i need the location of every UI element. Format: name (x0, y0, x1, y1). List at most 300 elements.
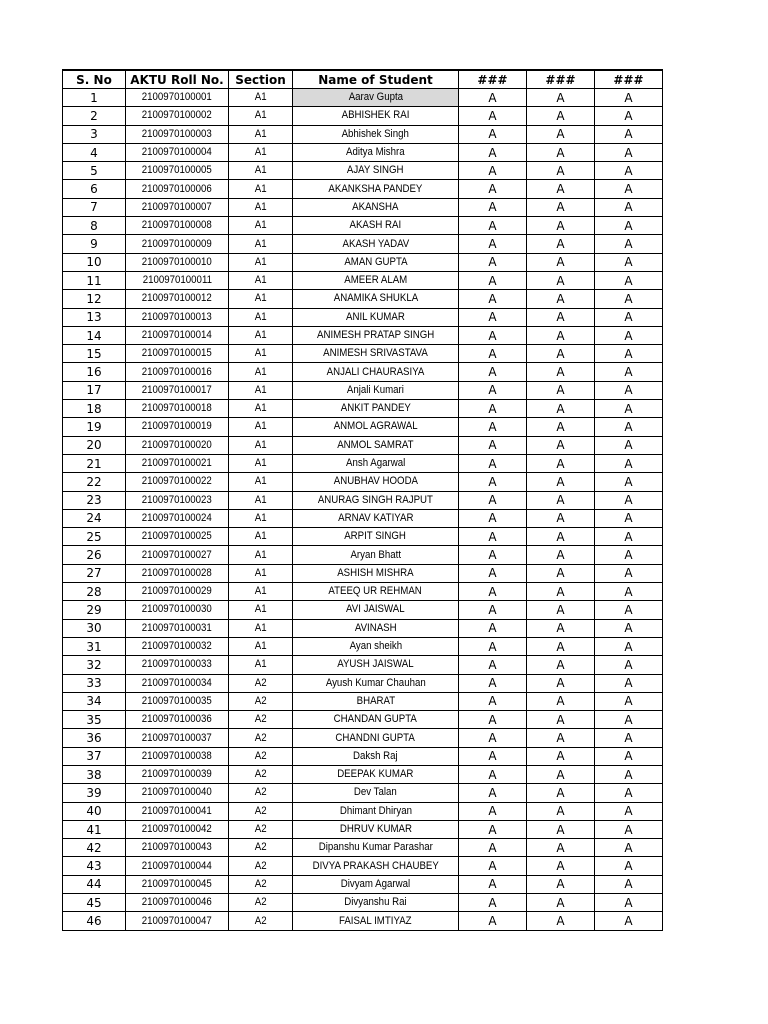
cell-attendance-3[interactable]: A (595, 454, 663, 472)
cell-attendance-3[interactable]: A (595, 601, 663, 619)
cell-section[interactable] (229, 674, 293, 692)
cell-sno[interactable]: 35 (63, 711, 126, 729)
cell-attendance-3[interactable]: A (595, 363, 663, 381)
cell-attendance-3[interactable]: A (595, 107, 663, 125)
cell-roll-no[interactable] (126, 839, 229, 857)
cell-attendance-1[interactable]: A (459, 381, 527, 399)
cell-section[interactable] (229, 217, 293, 235)
cell-attendance-1[interactable]: A (459, 162, 527, 180)
cell-section[interactable] (229, 802, 293, 820)
cell-attendance-2[interactable]: A (527, 473, 595, 491)
cell-attendance-1[interactable]: A (459, 107, 527, 125)
cell-roll-no[interactable] (126, 546, 229, 564)
cell-student-name[interactable] (293, 674, 459, 692)
cell-attendance-2[interactable]: A (527, 418, 595, 436)
cell-attendance-3[interactable]: A (595, 271, 663, 289)
cell-attendance-1[interactable]: A (459, 436, 527, 454)
cell-student-name[interactable] (293, 253, 459, 271)
cell-attendance-1[interactable]: A (459, 89, 527, 107)
cell-attendance-1[interactable]: A (459, 729, 527, 747)
cell-attendance-1[interactable]: A (459, 418, 527, 436)
cell-attendance-2[interactable]: A (527, 180, 595, 198)
cell-section[interactable] (229, 619, 293, 637)
cell-attendance-3[interactable]: A (595, 217, 663, 235)
cell-attendance-1[interactable]: A (459, 363, 527, 381)
cell-attendance-2[interactable]: A (527, 198, 595, 216)
cell-section[interactable] (229, 308, 293, 326)
cell-attendance-3[interactable]: A (595, 253, 663, 271)
cell-attendance-2[interactable]: A (527, 601, 595, 619)
cell-roll-no[interactable] (126, 692, 229, 710)
cell-attendance-3[interactable]: A (595, 912, 663, 930)
cell-roll-no[interactable] (126, 491, 229, 509)
cell-attendance-3[interactable]: A (595, 473, 663, 491)
cell-section[interactable] (229, 528, 293, 546)
cell-attendance-1[interactable]: A (459, 491, 527, 509)
cell-roll-no[interactable] (126, 802, 229, 820)
cell-attendance-2[interactable]: A (527, 637, 595, 655)
cell-section[interactable] (229, 235, 293, 253)
cell-attendance-2[interactable]: A (527, 875, 595, 893)
cell-section[interactable] (229, 89, 293, 107)
cell-sno[interactable]: 38 (63, 765, 126, 783)
cell-student-name[interactable] (293, 491, 459, 509)
cell-sno[interactable]: 9 (63, 235, 126, 253)
cell-sno[interactable]: 18 (63, 400, 126, 418)
cell-sno[interactable]: 28 (63, 583, 126, 601)
cell-attendance-2[interactable]: A (527, 619, 595, 637)
header-section[interactable]: Section (229, 70, 293, 89)
cell-section[interactable] (229, 509, 293, 527)
cell-sno[interactable]: 34 (63, 692, 126, 710)
cell-roll-no[interactable] (126, 857, 229, 875)
cell-attendance-1[interactable]: A (459, 875, 527, 893)
cell-student-name[interactable] (293, 180, 459, 198)
cell-section[interactable] (229, 253, 293, 271)
cell-section[interactable] (229, 711, 293, 729)
cell-student-name[interactable] (293, 656, 459, 674)
cell-section[interactable] (229, 381, 293, 399)
cell-attendance-3[interactable]: A (595, 839, 663, 857)
header-attendance-1[interactable]: ### (459, 70, 527, 89)
cell-sno[interactable]: 5 (63, 162, 126, 180)
cell-attendance-3[interactable]: A (595, 546, 663, 564)
cell-attendance-2[interactable]: A (527, 290, 595, 308)
cell-section[interactable] (229, 765, 293, 783)
cell-sno[interactable]: 16 (63, 363, 126, 381)
cell-roll-no[interactable] (126, 381, 229, 399)
cell-sno[interactable]: 27 (63, 564, 126, 582)
cell-attendance-2[interactable]: A (527, 656, 595, 674)
cell-attendance-2[interactable]: A (527, 857, 595, 875)
cell-roll-no[interactable] (126, 912, 229, 930)
cell-attendance-3[interactable]: A (595, 875, 663, 893)
cell-sno[interactable]: 32 (63, 656, 126, 674)
header-attendance-3[interactable]: ### (595, 70, 663, 89)
cell-roll-no[interactable] (126, 436, 229, 454)
cell-attendance-3[interactable]: A (595, 528, 663, 546)
cell-student-name[interactable] (293, 912, 459, 930)
cell-attendance-3[interactable]: A (595, 802, 663, 820)
cell-attendance-2[interactable]: A (527, 839, 595, 857)
cell-attendance-2[interactable]: A (527, 454, 595, 472)
cell-student-name[interactable] (293, 875, 459, 893)
cell-roll-no[interactable] (126, 107, 229, 125)
cell-student-name[interactable] (293, 235, 459, 253)
cell-section[interactable] (229, 473, 293, 491)
cell-attendance-1[interactable]: A (459, 546, 527, 564)
cell-attendance-1[interactable]: A (459, 619, 527, 637)
cell-sno[interactable]: 25 (63, 528, 126, 546)
cell-student-name[interactable] (293, 381, 459, 399)
cell-attendance-2[interactable]: A (527, 583, 595, 601)
cell-sno[interactable]: 4 (63, 143, 126, 161)
cell-attendance-3[interactable]: A (595, 125, 663, 143)
cell-attendance-3[interactable]: A (595, 637, 663, 655)
cell-attendance-2[interactable]: A (527, 894, 595, 912)
cell-section[interactable] (229, 143, 293, 161)
cell-section[interactable] (229, 601, 293, 619)
cell-sno[interactable]: 33 (63, 674, 126, 692)
cell-student-name[interactable] (293, 436, 459, 454)
cell-student-name[interactable] (293, 271, 459, 289)
cell-section[interactable] (229, 400, 293, 418)
cell-attendance-3[interactable]: A (595, 326, 663, 344)
cell-attendance-1[interactable]: A (459, 198, 527, 216)
cell-attendance-3[interactable]: A (595, 857, 663, 875)
cell-attendance-2[interactable]: A (527, 271, 595, 289)
cell-attendance-1[interactable]: A (459, 180, 527, 198)
cell-attendance-2[interactable]: A (527, 491, 595, 509)
cell-attendance-1[interactable]: A (459, 528, 527, 546)
cell-roll-no[interactable] (126, 784, 229, 802)
cell-attendance-1[interactable]: A (459, 400, 527, 418)
cell-attendance-3[interactable]: A (595, 436, 663, 454)
cell-student-name[interactable] (293, 583, 459, 601)
cell-attendance-3[interactable]: A (595, 692, 663, 710)
cell-student-name[interactable] (293, 107, 459, 125)
cell-attendance-2[interactable]: A (527, 692, 595, 710)
cell-attendance-1[interactable]: A (459, 143, 527, 161)
cell-roll-no[interactable] (126, 656, 229, 674)
cell-attendance-2[interactable]: A (527, 235, 595, 253)
cell-section[interactable] (229, 436, 293, 454)
cell-attendance-3[interactable]: A (595, 491, 663, 509)
cell-attendance-1[interactable]: A (459, 692, 527, 710)
cell-section[interactable] (229, 747, 293, 765)
cell-roll-no[interactable] (126, 308, 229, 326)
cell-attendance-3[interactable]: A (595, 729, 663, 747)
cell-sno[interactable]: 1 (63, 89, 126, 107)
cell-roll-no[interactable] (126, 583, 229, 601)
cell-attendance-2[interactable]: A (527, 802, 595, 820)
cell-attendance-2[interactable]: A (527, 381, 595, 399)
cell-sno[interactable]: 43 (63, 857, 126, 875)
cell-student-name[interactable] (293, 765, 459, 783)
cell-student-name[interactable] (293, 363, 459, 381)
cell-attendance-3[interactable]: A (595, 235, 663, 253)
cell-sno[interactable]: 23 (63, 491, 126, 509)
cell-student-name[interactable] (293, 308, 459, 326)
cell-student-name[interactable] (293, 89, 459, 107)
cell-sno[interactable]: 17 (63, 381, 126, 399)
cell-section[interactable] (229, 363, 293, 381)
cell-attendance-2[interactable]: A (527, 345, 595, 363)
cell-section[interactable] (229, 491, 293, 509)
cell-attendance-1[interactable]: A (459, 345, 527, 363)
cell-sno[interactable]: 30 (63, 619, 126, 637)
cell-sno[interactable]: 24 (63, 509, 126, 527)
cell-section[interactable] (229, 198, 293, 216)
cell-attendance-2[interactable]: A (527, 253, 595, 271)
cell-student-name[interactable] (293, 125, 459, 143)
cell-section[interactable] (229, 839, 293, 857)
cell-attendance-2[interactable]: A (527, 747, 595, 765)
cell-roll-no[interactable] (126, 820, 229, 838)
cell-attendance-1[interactable]: A (459, 473, 527, 491)
cell-student-name[interactable] (293, 162, 459, 180)
cell-attendance-1[interactable]: A (459, 326, 527, 344)
cell-attendance-3[interactable]: A (595, 711, 663, 729)
cell-sno[interactable]: 11 (63, 271, 126, 289)
cell-section[interactable] (229, 583, 293, 601)
cell-roll-no[interactable] (126, 674, 229, 692)
cell-attendance-2[interactable]: A (527, 107, 595, 125)
cell-sno[interactable]: 8 (63, 217, 126, 235)
cell-student-name[interactable] (293, 637, 459, 655)
cell-roll-no[interactable] (126, 711, 229, 729)
header-student-name[interactable]: Name of Student (293, 70, 459, 89)
cell-attendance-1[interactable]: A (459, 509, 527, 527)
cell-attendance-3[interactable]: A (595, 564, 663, 582)
cell-attendance-1[interactable]: A (459, 583, 527, 601)
cell-student-name[interactable] (293, 894, 459, 912)
cell-section[interactable] (229, 729, 293, 747)
cell-section[interactable] (229, 418, 293, 436)
cell-attendance-3[interactable]: A (595, 894, 663, 912)
cell-sno[interactable]: 6 (63, 180, 126, 198)
cell-section[interactable] (229, 345, 293, 363)
cell-roll-no[interactable] (126, 290, 229, 308)
cell-attendance-1[interactable]: A (459, 235, 527, 253)
cell-section[interactable] (229, 290, 293, 308)
cell-student-name[interactable] (293, 619, 459, 637)
cell-attendance-2[interactable]: A (527, 729, 595, 747)
cell-section[interactable] (229, 564, 293, 582)
cell-attendance-1[interactable]: A (459, 711, 527, 729)
cell-roll-no[interactable] (126, 89, 229, 107)
cell-student-name[interactable] (293, 345, 459, 363)
cell-roll-no[interactable] (126, 326, 229, 344)
cell-attendance-1[interactable]: A (459, 656, 527, 674)
cell-section[interactable] (229, 454, 293, 472)
cell-attendance-3[interactable]: A (595, 765, 663, 783)
cell-section[interactable] (229, 912, 293, 930)
cell-sno[interactable]: 46 (63, 912, 126, 930)
cell-section[interactable] (229, 875, 293, 893)
cell-section[interactable] (229, 271, 293, 289)
cell-student-name[interactable] (293, 454, 459, 472)
cell-student-name[interactable] (293, 509, 459, 527)
cell-sno[interactable]: 14 (63, 326, 126, 344)
cell-attendance-3[interactable]: A (595, 89, 663, 107)
cell-roll-no[interactable] (126, 271, 229, 289)
cell-attendance-3[interactable]: A (595, 290, 663, 308)
cell-attendance-2[interactable]: A (527, 528, 595, 546)
cell-section[interactable] (229, 637, 293, 655)
cell-attendance-2[interactable]: A (527, 326, 595, 344)
cell-roll-no[interactable] (126, 235, 229, 253)
cell-roll-no[interactable] (126, 637, 229, 655)
cell-attendance-2[interactable]: A (527, 912, 595, 930)
cell-sno[interactable]: 3 (63, 125, 126, 143)
cell-attendance-3[interactable]: A (595, 345, 663, 363)
cell-sno[interactable]: 7 (63, 198, 126, 216)
cell-attendance-1[interactable]: A (459, 784, 527, 802)
cell-attendance-2[interactable]: A (527, 509, 595, 527)
cell-attendance-2[interactable]: A (527, 143, 595, 161)
cell-roll-no[interactable] (126, 253, 229, 271)
cell-sno[interactable]: 15 (63, 345, 126, 363)
cell-attendance-2[interactable]: A (527, 674, 595, 692)
cell-sno[interactable]: 42 (63, 839, 126, 857)
cell-attendance-1[interactable]: A (459, 253, 527, 271)
cell-attendance-3[interactable]: A (595, 509, 663, 527)
cell-attendance-1[interactable]: A (459, 802, 527, 820)
cell-section[interactable] (229, 857, 293, 875)
cell-section[interactable] (229, 546, 293, 564)
cell-student-name[interactable] (293, 857, 459, 875)
cell-attendance-1[interactable]: A (459, 839, 527, 857)
cell-roll-no[interactable] (126, 894, 229, 912)
cell-student-name[interactable] (293, 747, 459, 765)
cell-attendance-2[interactable]: A (527, 711, 595, 729)
cell-attendance-1[interactable]: A (459, 217, 527, 235)
cell-attendance-3[interactable]: A (595, 656, 663, 674)
cell-roll-no[interactable] (126, 198, 229, 216)
cell-attendance-2[interactable]: A (527, 162, 595, 180)
cell-roll-no[interactable] (126, 875, 229, 893)
cell-attendance-2[interactable]: A (527, 308, 595, 326)
cell-section[interactable] (229, 894, 293, 912)
cell-roll-no[interactable] (126, 345, 229, 363)
cell-attendance-1[interactable]: A (459, 454, 527, 472)
header-attendance-2[interactable]: ### (527, 70, 595, 89)
cell-sno[interactable]: 26 (63, 546, 126, 564)
cell-student-name[interactable] (293, 601, 459, 619)
cell-student-name[interactable] (293, 839, 459, 857)
cell-section[interactable] (229, 692, 293, 710)
cell-attendance-1[interactable]: A (459, 857, 527, 875)
cell-attendance-1[interactable]: A (459, 564, 527, 582)
cell-sno[interactable]: 36 (63, 729, 126, 747)
cell-roll-no[interactable] (126, 528, 229, 546)
cell-student-name[interactable] (293, 820, 459, 838)
cell-student-name[interactable] (293, 784, 459, 802)
cell-sno[interactable]: 12 (63, 290, 126, 308)
cell-roll-no[interactable] (126, 509, 229, 527)
cell-student-name[interactable] (293, 802, 459, 820)
cell-attendance-1[interactable]: A (459, 894, 527, 912)
cell-roll-no[interactable] (126, 747, 229, 765)
cell-roll-no[interactable] (126, 601, 229, 619)
cell-attendance-1[interactable]: A (459, 820, 527, 838)
cell-attendance-3[interactable]: A (595, 381, 663, 399)
cell-sno[interactable]: 22 (63, 473, 126, 491)
cell-attendance-1[interactable]: A (459, 308, 527, 326)
cell-roll-no[interactable] (126, 454, 229, 472)
cell-attendance-3[interactable]: A (595, 143, 663, 161)
cell-student-name[interactable] (293, 546, 459, 564)
cell-roll-no[interactable] (126, 162, 229, 180)
cell-roll-no[interactable] (126, 765, 229, 783)
cell-attendance-3[interactable]: A (595, 747, 663, 765)
cell-attendance-3[interactable]: A (595, 308, 663, 326)
cell-sno[interactable]: 20 (63, 436, 126, 454)
cell-attendance-2[interactable]: A (527, 765, 595, 783)
cell-sno[interactable]: 39 (63, 784, 126, 802)
cell-attendance-2[interactable]: A (527, 363, 595, 381)
cell-attendance-3[interactable]: A (595, 198, 663, 216)
cell-roll-no[interactable] (126, 473, 229, 491)
cell-student-name[interactable] (293, 290, 459, 308)
cell-student-name[interactable] (293, 400, 459, 418)
cell-roll-no[interactable] (126, 125, 229, 143)
cell-attendance-2[interactable]: A (527, 436, 595, 454)
cell-student-name[interactable] (293, 217, 459, 235)
cell-attendance-1[interactable]: A (459, 747, 527, 765)
cell-attendance-3[interactable]: A (595, 400, 663, 418)
cell-student-name[interactable] (293, 143, 459, 161)
cell-attendance-3[interactable]: A (595, 619, 663, 637)
cell-attendance-3[interactable]: A (595, 162, 663, 180)
cell-sno[interactable]: 40 (63, 802, 126, 820)
cell-attendance-2[interactable]: A (527, 89, 595, 107)
cell-roll-no[interactable] (126, 729, 229, 747)
cell-roll-no[interactable] (126, 564, 229, 582)
cell-attendance-1[interactable]: A (459, 674, 527, 692)
cell-attendance-3[interactable]: A (595, 583, 663, 601)
cell-attendance-3[interactable]: A (595, 180, 663, 198)
cell-roll-no[interactable] (126, 363, 229, 381)
cell-student-name[interactable] (293, 564, 459, 582)
cell-section[interactable] (229, 326, 293, 344)
cell-attendance-1[interactable]: A (459, 912, 527, 930)
cell-student-name[interactable] (293, 692, 459, 710)
cell-sno[interactable]: 19 (63, 418, 126, 436)
cell-attendance-3[interactable]: A (595, 418, 663, 436)
cell-attendance-3[interactable]: A (595, 784, 663, 802)
cell-roll-no[interactable] (126, 143, 229, 161)
cell-section[interactable] (229, 107, 293, 125)
cell-attendance-2[interactable]: A (527, 546, 595, 564)
cell-attendance-2[interactable]: A (527, 784, 595, 802)
header-roll-no[interactable]: AKTU Roll No. (126, 70, 229, 89)
cell-attendance-2[interactable]: A (527, 400, 595, 418)
cell-attendance-2[interactable]: A (527, 125, 595, 143)
cell-sno[interactable]: 13 (63, 308, 126, 326)
header-sno[interactable]: S. No (63, 70, 126, 89)
cell-section[interactable] (229, 180, 293, 198)
cell-student-name[interactable] (293, 418, 459, 436)
cell-attendance-3[interactable]: A (595, 674, 663, 692)
cell-section[interactable] (229, 656, 293, 674)
cell-attendance-2[interactable]: A (527, 217, 595, 235)
cell-sno[interactable]: 37 (63, 747, 126, 765)
cell-student-name[interactable] (293, 326, 459, 344)
cell-section[interactable] (229, 820, 293, 838)
cell-attendance-1[interactable]: A (459, 125, 527, 143)
